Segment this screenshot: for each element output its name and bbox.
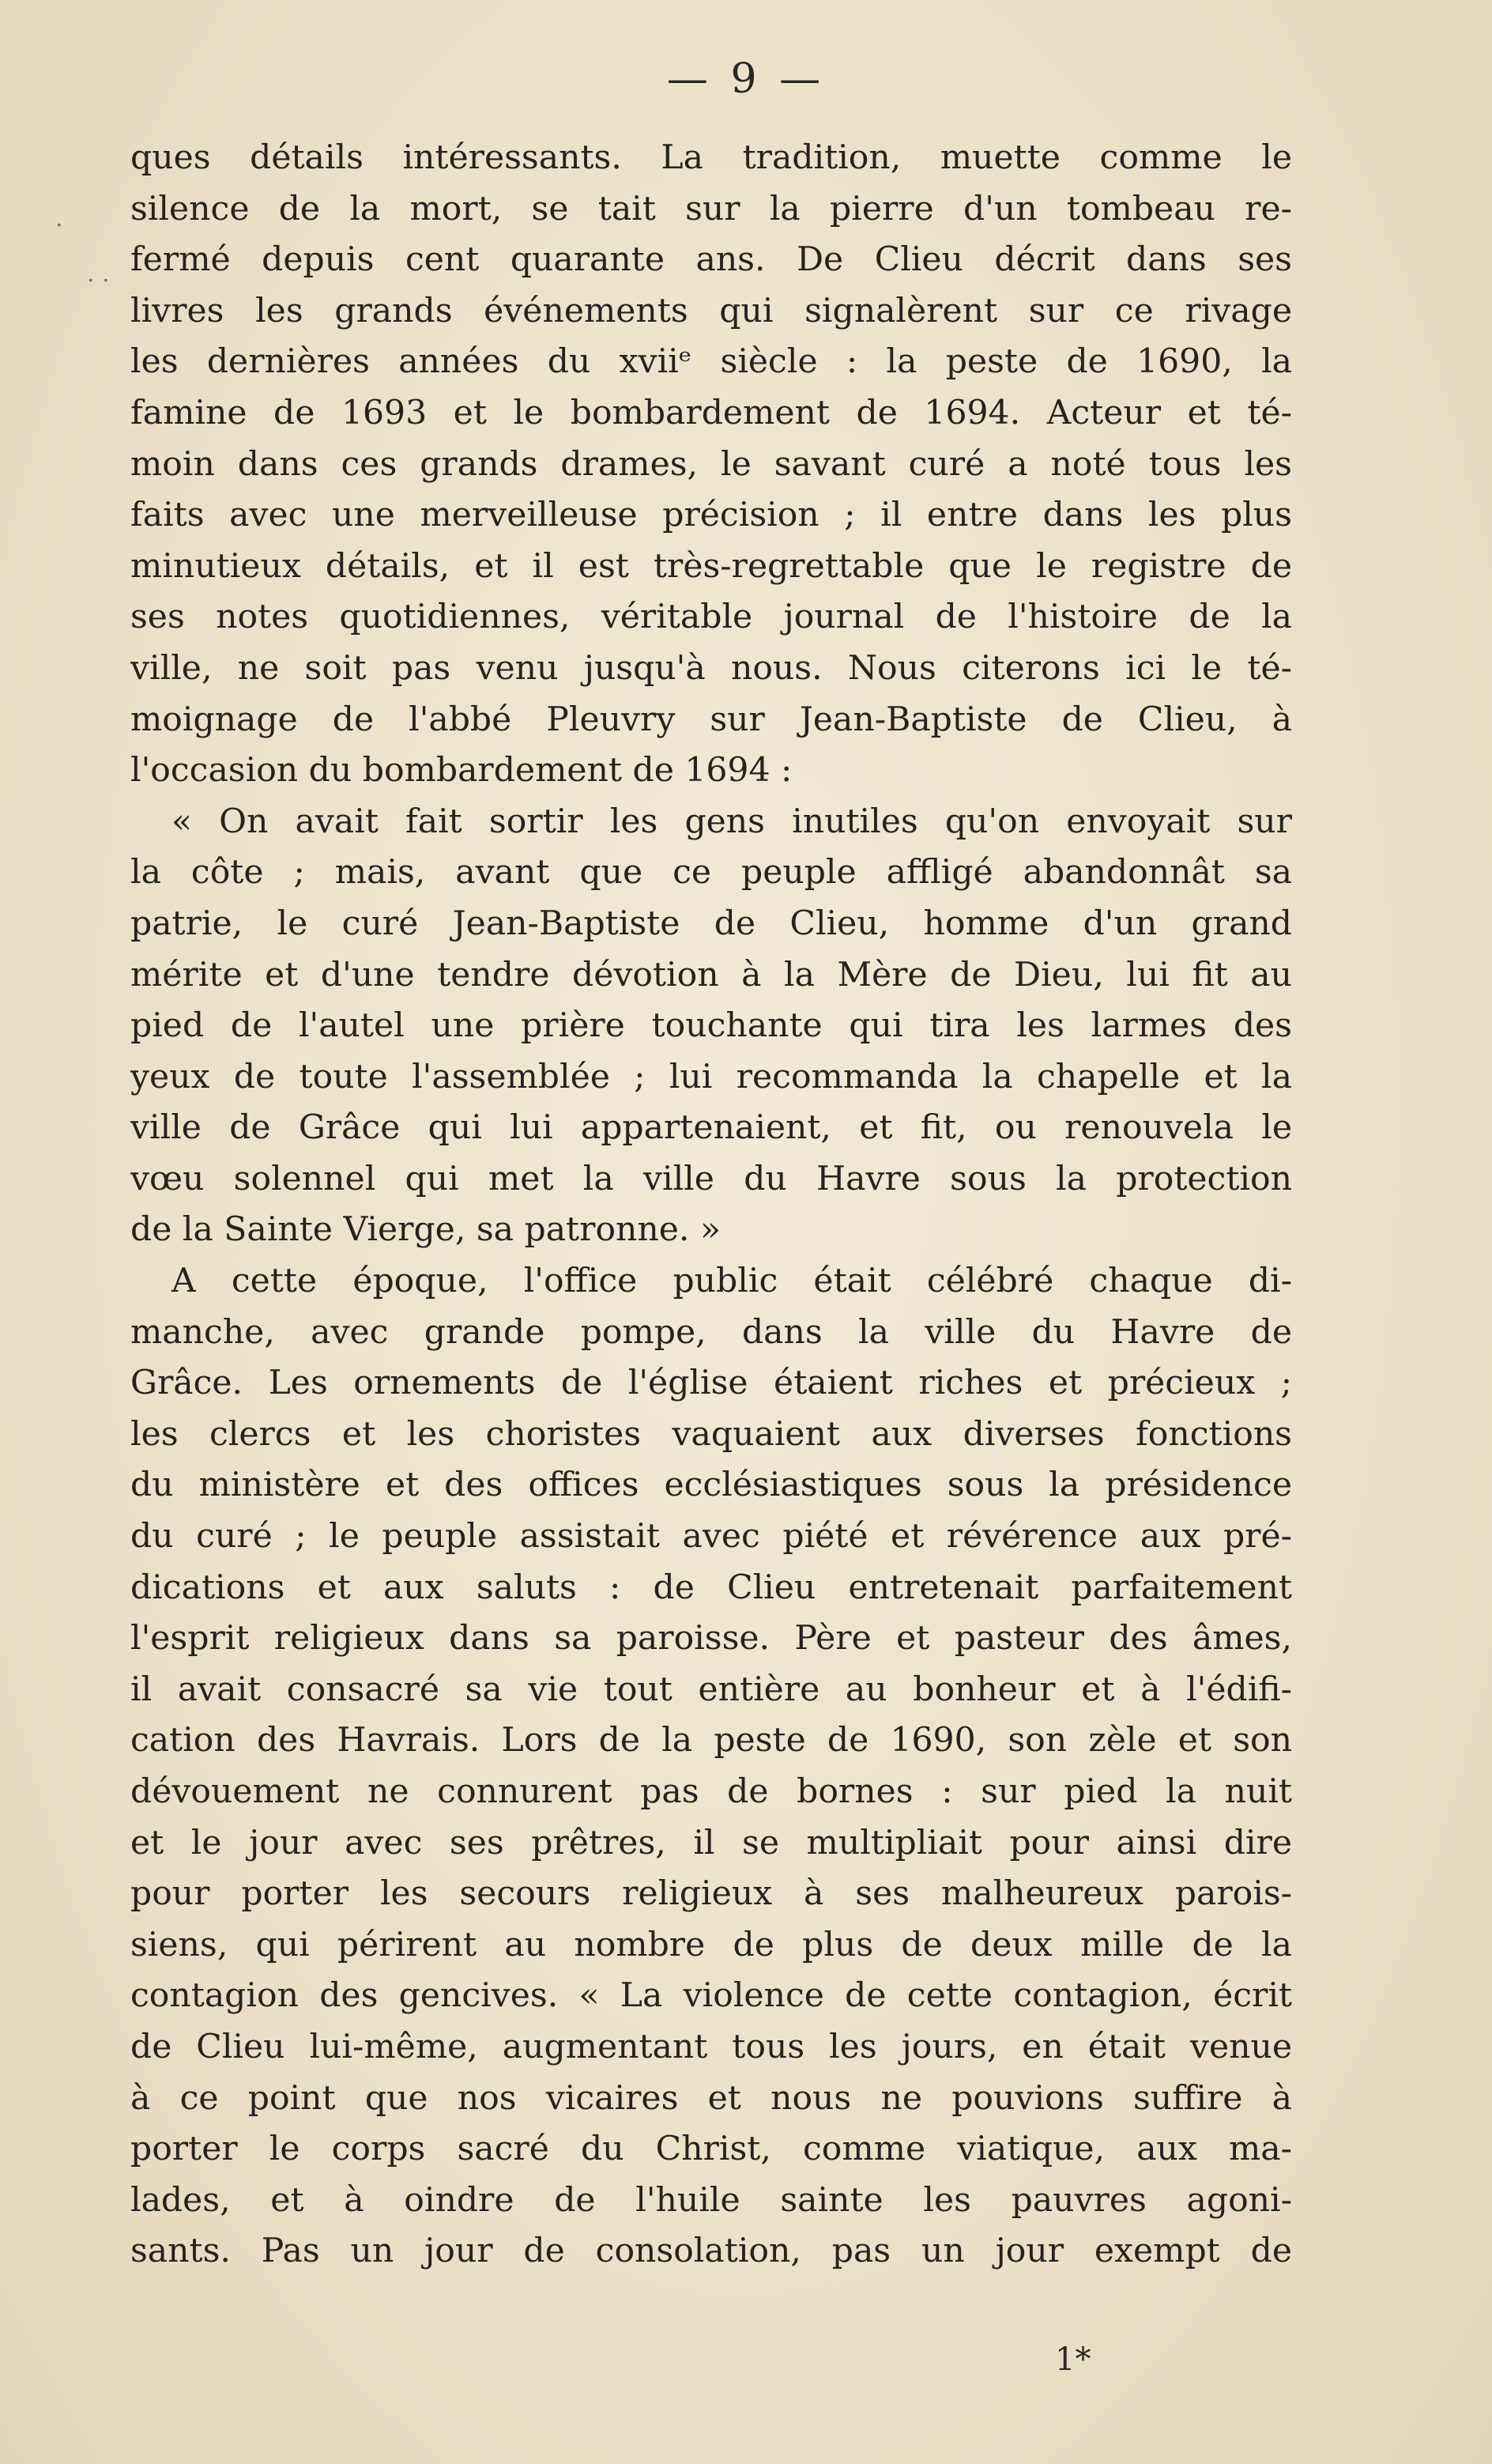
text-line: les dernières années du xviiᵉ siècle : la peste de 1690, la [130, 342, 1292, 382]
text-line: fermé depuis cent quarante ans. De Clieu décrit dans ses [130, 240, 1292, 280]
text-line: du ministère et des offices ecclésiastiques sous la présidence [130, 1466, 1292, 1505]
text-line: livres les grands événements qui signalèrent sur ce rivage [130, 291, 1292, 330]
text-line: silence de la mort, se tait sur la pierre d'un tombeau re- [130, 189, 1292, 228]
text-line: Grâce. Les ornements de l'église étaient riches et précieux ; [130, 1364, 1292, 1403]
page-number: — 9 — [666, 55, 826, 103]
text-line: dévouement ne connurent pas de bornes : sur pied la nuit [130, 1772, 1292, 1811]
quote-line: pied de l'autel une prière touchante qui tira les larmes des [130, 1006, 1292, 1046]
text-line: de Clieu lui-même, augmentant tous les jours, en était venue [130, 2027, 1292, 2066]
text-line: famine de 1693 et le bombardement de 1694. Acteur et té- [130, 393, 1292, 432]
text-line: ville, ne soit pas venu jusqu'à nous. Nous citerons ici le té- [130, 648, 1292, 688]
text-line: siens, qui périrent au nombre de plus de deux mille de la [130, 1925, 1292, 1964]
text-line: manche, avec grande pompe, dans la ville du Havre de [130, 1312, 1292, 1352]
quote-line: « On avait fait sortir les gens inutiles qu'on envoyait sur [171, 802, 1292, 841]
text-line: contagion des gencives. « La violence de cette contagion, écrit [130, 1976, 1292, 2016]
margin-dot: · [55, 212, 63, 240]
text-line: lades, et à oindre de l'huile sainte les pauvres agoni- [130, 2180, 1292, 2220]
text-line: l'esprit religieux dans sa paroisse. Père et pasteur des âmes, [130, 1619, 1292, 1658]
text-line: du curé ; le peuple assistait avec piété et révérence aux pré- [130, 1517, 1292, 1557]
text-line: minutieux détails, et il est très-regrettable que le registre de [130, 546, 1292, 586]
text-line: moin dans ces grands drames, le savant curé a noté tous les [130, 444, 1292, 484]
text-line: ses notes quotidiennes, véritable journal de l'histoire de la [130, 598, 1292, 637]
text-line: il avait consacré sa vie tout entière au bonheur et à l'édifi- [130, 1670, 1292, 1709]
quote-line: la côte ; mais, avant que ce peuple affligé abandonnât sa [130, 853, 1292, 892]
text-line: porter le corps sacré du Christ, comme viatique, aux ma- [130, 2130, 1292, 2169]
quote-line: ville de Grâce qui lui appartenaient, et fit, ou renouvela le [130, 1108, 1292, 1148]
quote-line: yeux de toute l'assemblée ; lui recommanda la chapelle et la [130, 1057, 1292, 1096]
text-line: l'occasion du bombardement de 1694 : [130, 751, 793, 791]
text-line: les clercs et les choristes vaquaient aux diverses fonctions [130, 1414, 1292, 1454]
quote-line: vœu solennel qui met la ville du Havre sous la protection [130, 1159, 1292, 1198]
text-line: ques détails intéressants. La tradition, muette comme le [130, 138, 1292, 177]
text-line: pour porter les secours religieux à ses malheureux parois- [130, 1874, 1292, 1914]
quote-line: de la Sainte Vierge, sa patronne. » [130, 1210, 721, 1250]
text-line: cation des Havrais. Lors de la peste de 1690, son zèle et son [130, 1721, 1292, 1760]
margin-dots: · · [87, 267, 110, 295]
quote-line: patrie, le curé Jean-Baptiste de Clieu, homme d'un grand [130, 904, 1292, 943]
text-line: A cette époque, l'office public était célébré chaque di- [171, 1262, 1292, 1301]
text-line: dications et aux saluts : de Clieu entretenait parfaitement [130, 1568, 1292, 1607]
text-line: faits avec une merveilleuse précision ; il entre dans les plus [130, 496, 1292, 535]
quote-line: mérite et d'une tendre dévotion à la Mère de Dieu, lui fit au [130, 955, 1292, 994]
text-line: sants. Pas un jour de consolation, pas un jour exempt de [130, 2232, 1292, 2271]
signature-mark: 1* [1055, 2341, 1091, 2378]
body-text [130, 133, 1292, 2277]
text-line: à ce point que nos vicaires et nous ne pouvions suffire à [130, 2078, 1292, 2118]
text-line: moignage de l'abbé Pleuvry sur Jean-Baptiste de Clieu, à [130, 700, 1292, 739]
text-line: et le jour avec ses prêtres, il se multipliait pour ainsi dire [130, 1823, 1292, 1862]
